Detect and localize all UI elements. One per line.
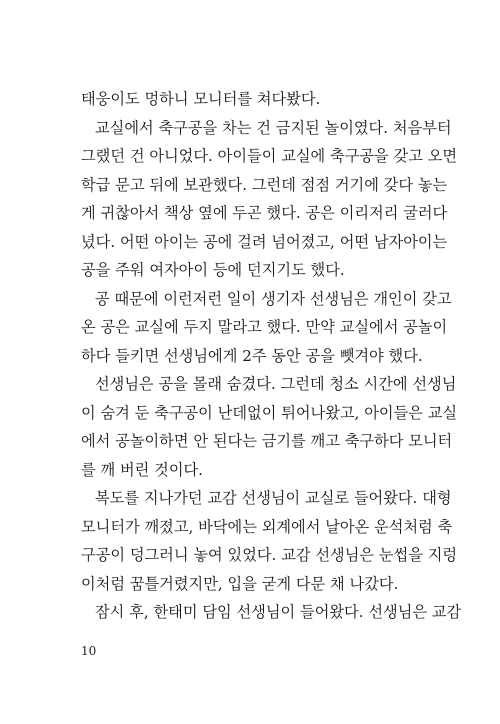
text-line: 녔다. 어떤 아이는 공에 걸려 넘어졌고, 어떤 남자아이는 (81, 232, 448, 251)
text-line: 온 공은 교실에 두지 말라고 했다. 만약 교실에서 공놀이 (81, 318, 448, 336)
text-line: 하다 들키면 선생님에게 2주 동안 공을 뺏겨야 했다. (81, 346, 423, 365)
text-line: 모니터가 깨졌고, 바닥에는 외계에서 날아온 운석처럼 축 (81, 517, 453, 536)
text-line: 에서 공놀이하면 안 된다는 금기를 깨고 축구하다 모니터 (81, 432, 453, 450)
text-line: 복도를 지나가던 교감 선생님이 교실로 들어왔다. 대형 (95, 489, 452, 507)
text-line: 학급 문고 뒤에 보관했다. 그런데 점점 거기에 갖다 놓는 (81, 175, 448, 194)
text-line: 공 때문에 이런저런 일이 생기자 선생님은 개인이 갖고 (95, 289, 452, 308)
page-number: 10 (81, 644, 97, 658)
text-line: 이 숨겨 둔 축구공이 난데없이 튀어나왔고, 아이들은 교실 (81, 403, 458, 422)
text-line: 이처럼 꿈틀거렸지만, 입을 굳게 다문 채 나갔다. (81, 574, 399, 593)
text-line: 교실에서 축구공을 차는 건 금지된 놀이였다. 처음부터 (95, 118, 452, 137)
text-line: 태웅이도 멍하니 모니터를 쳐다봤다. (81, 90, 321, 108)
body-text (81, 85, 462, 627)
text-line: 공을 주워 여자아이 등에 던지기도 했다. (81, 261, 345, 279)
text-line: 그랬던 건 아니었다. 아이들이 교실에 축구공을 갖고 오면 (81, 147, 458, 165)
text-line: 잠시 후, 한태미 담임 선생님이 들어왔다. 선생님은 교감 (95, 603, 462, 621)
text-line: 선생님은 공을 몰래 숨겼다. 그런데 청소 시간에 선생님 (95, 375, 457, 393)
text-line: 게 귀찮아서 책상 옆에 두곤 했다. 공은 이리저리 굴러다 (81, 204, 448, 222)
text-line: 를 깨 버린 것이다. (81, 460, 204, 479)
text-line: 구공이 덩그러니 놓여 있었다. 교감 선생님은 눈썹을 지렁 (81, 546, 458, 564)
